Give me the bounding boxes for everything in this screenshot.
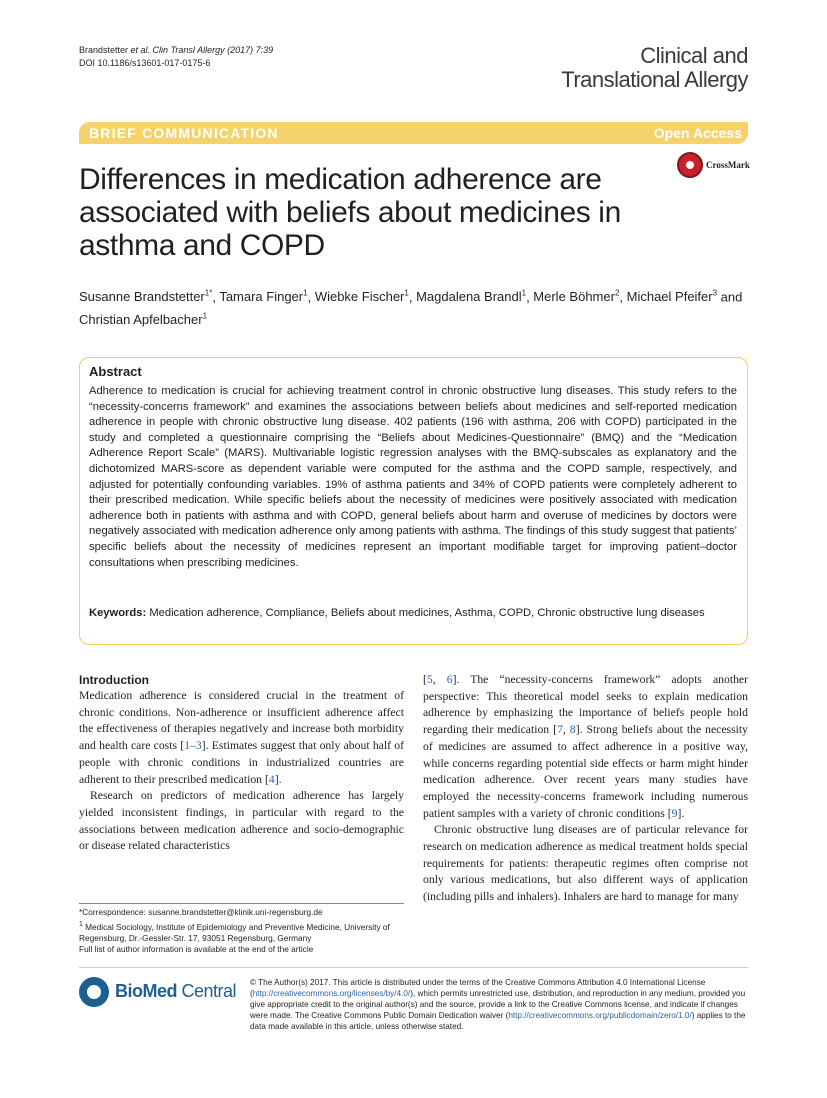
journal-name-line1: Clinical and xyxy=(640,43,748,68)
correspondence[interactable]: *Correspondence: susanne.brandstetter@klinik.uni-regensburg.de xyxy=(79,907,323,917)
license-text: © The Author(s) 2017. This article is distributed under the terms of the Creative Commons Attribution 4.0 International License (http://creativecommons.org/licenses/by/4.0/), which permits unrestricted use, distribution, and reproduction in any medium, provided you give appropriate credit to the original author(s) and the source, provide a link to the Creative Commons license, and indicate if changes were made. The Creative Commons Public Domain Dedication waiver (http://creativecommons.org/publicdomain/zero/1.0/) applies to the data made available in this article, unless otherwise stated. xyxy=(250,978,746,1031)
article-type-banner xyxy=(79,122,748,144)
abstract-text: Adherence to medication is crucial for achieving treatment control in chronic obstructive lung diseases. This study refers to the “necessity-concerns framework” and examines the associations between beliefs about medicines and self-reported medication adherence in people with chronic obstructive lung disease. 402 patients (196 with asthma, 206 with COPD) participated in the study and completed a questionnaire comprising the “Beliefs about Medicines-Questionnaire” (BMQ) and the “Medication Adherence Report Scale” (MARS). Multivariable logistic regression analyses with the BMQ-subscales as explanatory and the dichotomized MARS-score as dependent variable were computed for the asthma and the COPD sample, respectively, and adjusted for potentially confounding variables. 19% of asthma patients and 34% of COPD patients were completely adherent to their prescribed medication. While specific beliefs about the necessity of medicines were positively associated with medication adherence both in patients with asthma and with COPD, general beliefs about harm and overuse of medicines by doctors were negatively associated with medication adherence only among patients with asthma. The findings of this study suggest that patients’ specific beliefs about the necessity of medicines represent an important modifiable target for improving patient–doctor consultations when prescribing medicines. xyxy=(89,385,737,569)
reference-link[interactable]: 8 xyxy=(569,723,576,737)
right-column xyxy=(423,672,748,906)
keywords-label: Keywords: xyxy=(89,607,147,619)
author[interactable]: Tamara Finger$^1$ xyxy=(219,289,308,305)
affiliation: $^1$ Medical Sociology, Institute of Epidemiology and Preventive Medicine, University of Regensburg, Dr.-Gessler-Str. 17, 93051 Regensburg, Germany xyxy=(79,920,390,943)
keywords-text: Medication adherence, Compliance, Beliefs about medicines, Asthma, COPD, Chronic obstructive lung diseases xyxy=(149,607,705,619)
author[interactable]: Michael Pfeifer$^3$ xyxy=(626,289,718,305)
crossmark-label: CrossMark xyxy=(706,160,750,170)
section-heading-introduction: Introduction xyxy=(79,673,149,687)
biomed-central-logo[interactable] xyxy=(79,977,239,1009)
author[interactable]: Merle Böhmer$^2$ xyxy=(533,289,620,305)
reference-link[interactable]: 6 xyxy=(446,673,453,686)
citation-block xyxy=(79,44,273,70)
citation-journal: et al. Clin Transl Allergy xyxy=(130,45,225,55)
footnotes xyxy=(79,907,409,956)
article-title: Differences in medication adherence are associated with beliefs about medicines in asthma and COPD xyxy=(79,163,621,262)
footnote-divider xyxy=(79,903,404,904)
doi[interactable]: DOI 10.1186/s13601-017-0175-6 xyxy=(79,58,211,68)
license-link[interactable]: http://creativecommons.org/licenses/by/4.0/ xyxy=(252,989,411,998)
open-access-label[interactable]: Open Access xyxy=(653,125,742,141)
biomed-central-icon xyxy=(79,977,109,1007)
left-column xyxy=(79,672,404,855)
author[interactable]: Wiebke Fischer$^1$ xyxy=(314,289,409,305)
full-list-note: Full list of author information is available at the end of the article xyxy=(79,944,314,955)
journal-name xyxy=(561,44,748,92)
abstract-heading: Abstract xyxy=(89,364,142,379)
reference-link[interactable]: 9 xyxy=(671,806,678,820)
reference-link[interactable]: 5 xyxy=(426,673,433,686)
author[interactable]: Magdalena Brandl$^1$ xyxy=(416,289,527,305)
author[interactable]: Christian Apfelbacher$^1$ xyxy=(79,311,208,327)
reference-link[interactable]: 4 xyxy=(268,772,275,786)
author-list: Susanne Brandstetter$^{1*}$, Tamara Finger$^1$, Wiebke Fischer$^1$, Magdalena Brandl$^1$, Merle Böhmer$^2$, Michael Pfeifer$^3$ and Christian Apfelbacher$^1$ xyxy=(79,289,743,327)
footer-divider xyxy=(79,967,748,968)
reference-link[interactable]: 7 xyxy=(557,723,563,737)
paragraph: [5, 6]. The “necessity-concerns framework” adopts another perspective: This theoretical model seeks to explain medication adherence by emphasizing the importance of beliefs people hold regarding their medication [7, 8]. Strong beliefs about the necessity of medicines are assumed to affect adherence in a positive way, while concerns regarding potential side effects or harm might hinder medication adherence. Over recent years many studies have employed the necessity-concerns framework including numerous patient samples with a variety of chronic conditions [9]. xyxy=(423,673,749,820)
paragraph: Chronic obstructive lung diseases are of particular relevance for research on medication adherence as medical treatment holds special requirements for patients: therapeutic regimes often comprise not only various medications, but also different ways of application (including pills and inhalers). Inhalers are hard to manage for many xyxy=(423,823,748,904)
citation-author: Brandstetter xyxy=(79,45,129,55)
paragraph: Research on predictors of medication adherence has largely yielded inconsistent findings, in particular with regard to the associations between medication adherence and socio-demographic or disease related characteristics xyxy=(79,789,404,853)
paragraph: Medication adherence is considered crucial in the treatment of chronic conditions. Non-adherence or insufficient adherence affect the effectiveness of therapies negatively and increase both morbidity and health care costs [1–3]. Estimates suggest that only about half of people with chronic conditions in industrialized countries are adherent to their prescribed medication [4]. xyxy=(79,689,405,786)
citation-year: (2017) 7:39 xyxy=(227,45,274,55)
abstract-box xyxy=(79,357,748,645)
reference-link[interactable]: 1–3 xyxy=(184,739,202,753)
waiver-link[interactable]: http://creativecommons.org/publicdomain/zero/1.0/ xyxy=(508,1011,692,1020)
publisher-name: BioMed Central xyxy=(115,981,237,1001)
journal-name-line2: Translational Allergy xyxy=(561,67,748,92)
keywords xyxy=(89,606,737,622)
article-type: BRIEF COMMUNICATION xyxy=(89,125,279,141)
author[interactable]: Susanne Brandstetter$^{1*}$ xyxy=(79,289,213,305)
